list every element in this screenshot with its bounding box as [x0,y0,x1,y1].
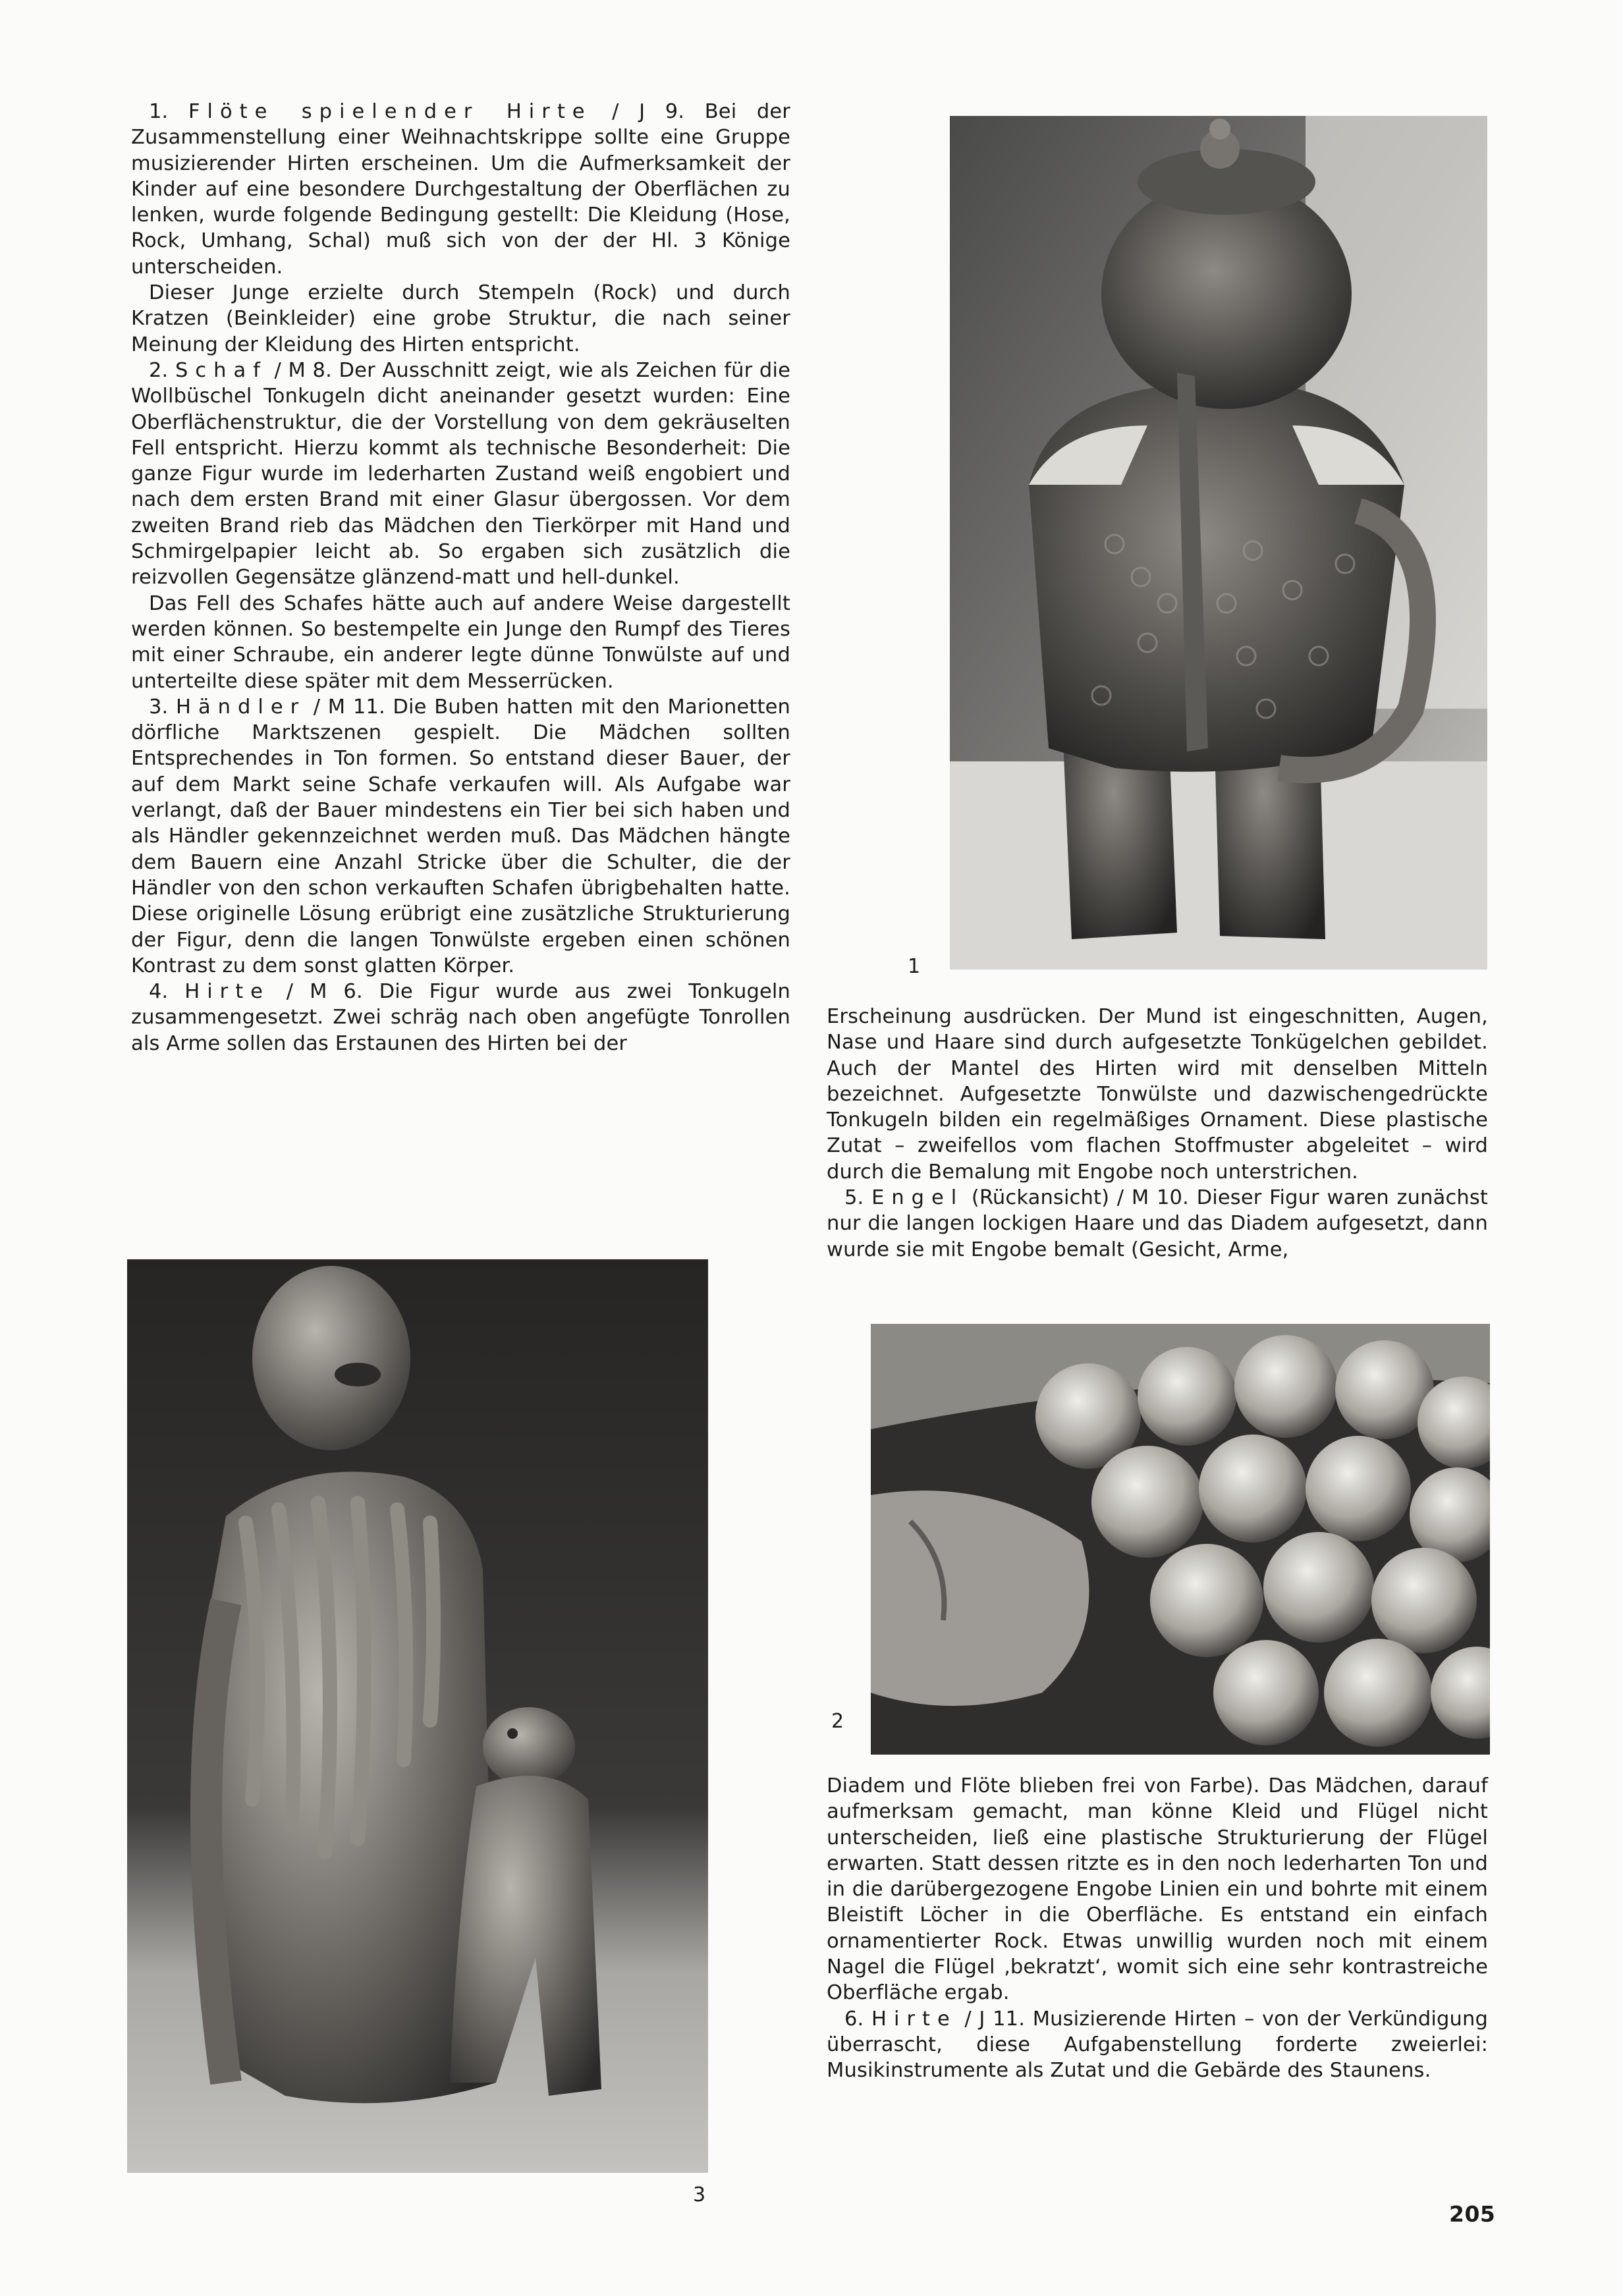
paragraph-text: Dieser Figur waren zunächst nur die langen lockigen Haare und das Diadem aufgesetzt, dann wurde sie mit Engobe bemalt (Gesicht, Arme, [827,1186,1488,1261]
figure-1-label: 1 [908,955,921,978]
paragraph-text: Die Figur wurde aus zwei Tonkugeln zusammengesetzt. Zwei schräg nach oben angefügte Tonrollen als Arme sollen das Erstaunen des Hirten bei der [131,980,790,1055]
right-text-column-bottom [827,1773,1488,2084]
paragraph-text: Diadem und Flöte blieben frei von Farbe). Das Mädchen, darauf aufmerksam gemacht, man könne Kleid und Flügel nicht unterscheiden, ließ eine plastische Strukturierung der Flügel erwarten. Statt dessen ritzte es in den noch lederharten Ton und in die darübergezogene Engobe Linien ein und bohrte mit einem Bleistift Löcher in die Oberfläche. Es entstand ein einfach ornamentierter Rock. Etwas unwillig wurden noch mit einem Nagel die Flügel ‚bekratzt‘, womit sich eine sehr kontrastreiche Oberfläche ergab. [827,1774,1488,2005]
figure-2-label: 2 [831,1710,844,1733]
paragraph-p1 [131,99,790,280]
section-title: Schaf [175,358,267,382]
paragraph-text: Musizierende Hirten – von der Verkündigung überrascht, diese Aufgabenstellung forderte zweierlei: Musikinstrumente als Zutat und die Gebärde des Staunens. [827,2007,1489,2083]
right-text-column-top [827,1004,1488,1263]
paragraph-p3 [131,358,790,591]
figure-2-sheep-detail-photo [871,1324,1490,1755]
paragraph-text: Erscheinung ausdrücken. Der Mund ist eingeschnitten, Augen, Nase und Haare sind durch aufgesetzte Tonkügelchen gebildet. Auch der Mantel des Hirten wird mit denselben Mitteln bezeichnet. Aufgesetzte Tonwülste und dazwischengedrückte Tonkugeln bilden ein regelmäßiges Ornament. Diese plastische Zutat – zweifellos vom flachen Stoffmuster abgeleitet – wird durch die Bemalung mit Engobe noch unterstrichen. [827,1005,1488,1184]
section-title: Flöte spielender Hirte [188,100,592,123]
section-code: / M 6. [269,980,363,1004]
section-title: Händler [176,695,306,719]
figure-3-trader-photo [127,1259,708,2173]
section-number: 3. [149,695,169,719]
section-title: Engel [871,1186,964,1210]
paragraph-r1 [827,1004,1488,1185]
section-number: 6. [844,2007,864,2031]
paragraph-text: Die Buben hatten mit den Marionetten dörfliche Marktszenen gespielt. Die Mädchen sollten Entsprechendes in Ton formen. So entstand dieser Bauer, der auf dem Markt seine Schafe verkaufen will. Als Aufgabe war verlangt, daß der Bauer mindestens ein Tier bei sich haben und als Händler gekennzeichnet werden muß. Das Mädchen hängte dem Bauern eine Anzahl Stricke über die Schulter, die der Händler von den schon verkauften Schafen übrigbehalten hatte. Diese originelle Lösung erübrigt eine zusätzliche Strukturierung der Figur, denn die langen Tonwülste ergeben einen schönen Kontrast zu dem sonst glatten Körper. [131,695,790,977]
paragraph-text: Der Ausschnitt zeigt, wie als Zeichen für die Wollbüschel Tonkugeln dicht aneinander gesetzt wurden: Eine Oberflächenstruktur, die der Vorstellung von dem gekräuselten Fell entspricht. Hierzu kommt als technische Besonderheit: Die ganze Figur wurde im lederharten Zustand weiß engobiert und nach dem ersten Brand mit einer Glasur übergossen. Vor dem zweiten Brand rieb das Mädchen den Tierkörper mit Hand und Schmirgelpapier leicht ab. So ergaben sich zusätzlich die reizvollen Gegensätze glänzend-matt und hell-dunkel. [131,358,790,589]
page-number: 205 [1449,2201,1496,2227]
left-text-column [131,99,790,1056]
section-code: (Rückansicht) / M 10. [964,1186,1189,1210]
paragraph-p2 [131,280,790,358]
section-number: 2. [149,358,169,382]
section-code: / J 11. [956,2007,1026,2031]
section-title: Hirte [184,980,270,1004]
figure-1-flute-shepherd-photo [950,116,1487,970]
section-title: Hirte [871,2007,957,2031]
paragraph-b2 [827,2006,1488,2084]
paragraph-p4 [131,591,790,694]
section-number: 5. [844,1186,864,1210]
section-code: / J 9. [591,100,685,123]
figure-3-label: 3 [693,2183,706,2206]
section-number: 4. [149,980,169,1004]
paragraph-p5 [131,694,790,979]
paragraph-text: Dieser Junge erzielte durch Stempeln (Rock) und durch Kratzen (Beinkleider) eine grobe Struktur, die nach seiner Meinung der Kleidung des Hirten entspricht. [131,281,790,356]
paragraph-b1 [827,1773,1488,2006]
paragraph-text: Das Fell des Schafes hätte auch auf andere Weise dargestellt werden können. So bestempelte ein Junge den Rumpf des Tieres mit einer Schraube, ein anderer legte dünne Tonwülste auf und unterteilte diese später mit dem Messerrücken. [131,591,790,693]
paragraph-text: Bei der Zusammenstellung einer Weihnachtskrippe sollte eine Gruppe musizierender Hirten erscheinen. Um die Aufmerksamkeit der Kinder auf eine besondere Durchgestaltung der Oberflächen zu lenken, wurde folgende Bedingung gestellt: Die Kleidung (Hose, Rock, Umhang, Schal) muß sich von der der Hl. 3 Könige unterscheiden. [131,100,790,279]
paragraph-p6 [131,979,790,1056]
section-code: / M 8. [267,358,332,382]
section-number: 1. [149,100,169,123]
section-code: / M 11. [306,695,385,719]
paragraph-r2 [827,1185,1488,1263]
